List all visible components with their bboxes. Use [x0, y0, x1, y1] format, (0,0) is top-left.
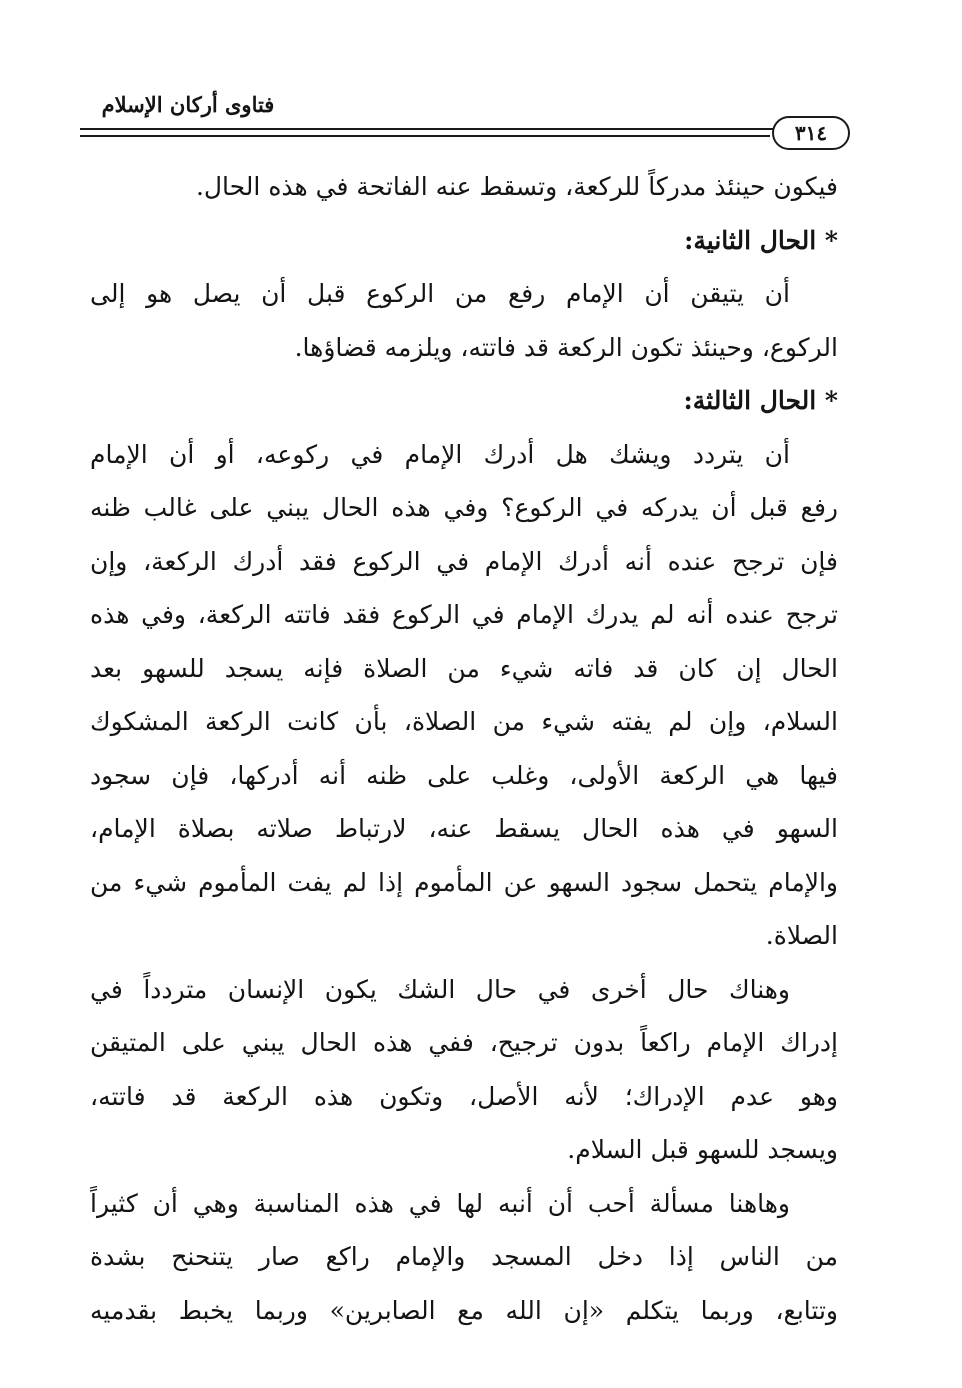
text-line: رفع قبل أن يدركه في الركوع؟ وفي هذه الحال يبني على غالب ظنه	[90, 493, 838, 522]
page-body-text	[90, 160, 838, 1337]
section-heading: * الحال الثالثة:	[683, 386, 838, 415]
text-line: فيها هي الركعة الأولى، وغلب على ظنه أنه أدركها، فإن سجود	[90, 760, 838, 790]
text-line: من الناس إذا دخل المسجد والإمام راكع صار يتنحنح بشدة	[90, 1242, 838, 1271]
text-line: وتتابع، وربما يتكلم «إن الله مع الصابرين» وربما يخبط بقدميه	[90, 1295, 838, 1325]
text-line: وهاهنا مسألة أحب أن أنبه لها في هذه المناسبة وهي أن كثيراً	[90, 1188, 790, 1218]
text-line: ويسجد للسهو قبل السلام.	[567, 1135, 838, 1164]
text-line: أن يتيقن أن الإمام رفع من الركوع قبل أن يصل هو إلى	[90, 279, 790, 308]
text-line: فيكون حينئذ مدركاً للركعة، وتسقط عنه الفاتحة في هذه الحال.	[195, 172, 838, 201]
text-line: فإن ترجح عنده أنه أدرك الإمام في الركوع فقد أدرك الركعة، وإن	[90, 546, 838, 576]
text-line: ترجح عنده أنه لم يدرك الإمام في الركوع فقد فاتته الركعة، وفي هذه	[90, 600, 838, 629]
text-line: الحال إن كان قد فاته شيء من الصلاة فإنه يسجد للسهو بعد	[90, 653, 838, 683]
text-line: الركوع، وحينئذ تكون الركعة قد فاتته، ويلزمه قضاؤها.	[294, 332, 838, 362]
text-line: السهو في هذه الحال يسقط عنه، لارتباط صلاته بصلاة الإمام،	[90, 814, 838, 843]
text-line: إدراك الإمام راكعاً بدون ترجيح، ففي هذه الحال يبني على المتيقن	[90, 1028, 838, 1057]
running-title: فتاوى أركان الإسلام	[101, 92, 275, 117]
text-line: والإمام يتحمل سجود السهو عن المأموم إذا لم يفت المأموم شيء من	[90, 867, 838, 897]
text-line: السلام، وإن لم يفته شيء من الصلاة، بأن كانت الركعة المشكوك	[90, 707, 838, 736]
page-number-badge: ٣١٤	[772, 116, 850, 150]
text-line: وهناك حال أخرى في حال الشك يكون الإنسان متردداً في	[90, 974, 790, 1004]
text-line: أن يتردد ويشك هل أدرك الإمام في ركوعه، أو أن الإمام	[90, 439, 790, 469]
text-line: الصلاة.	[765, 921, 838, 950]
text-line: وهو عدم الإدراك؛ لأنه الأصل، وتكون هذه الركعة قد فاتته،	[90, 1081, 838, 1111]
header-rule-bottom	[80, 135, 770, 137]
section-heading: * الحال الثانية:	[684, 225, 838, 255]
header-rule-top	[80, 128, 774, 130]
